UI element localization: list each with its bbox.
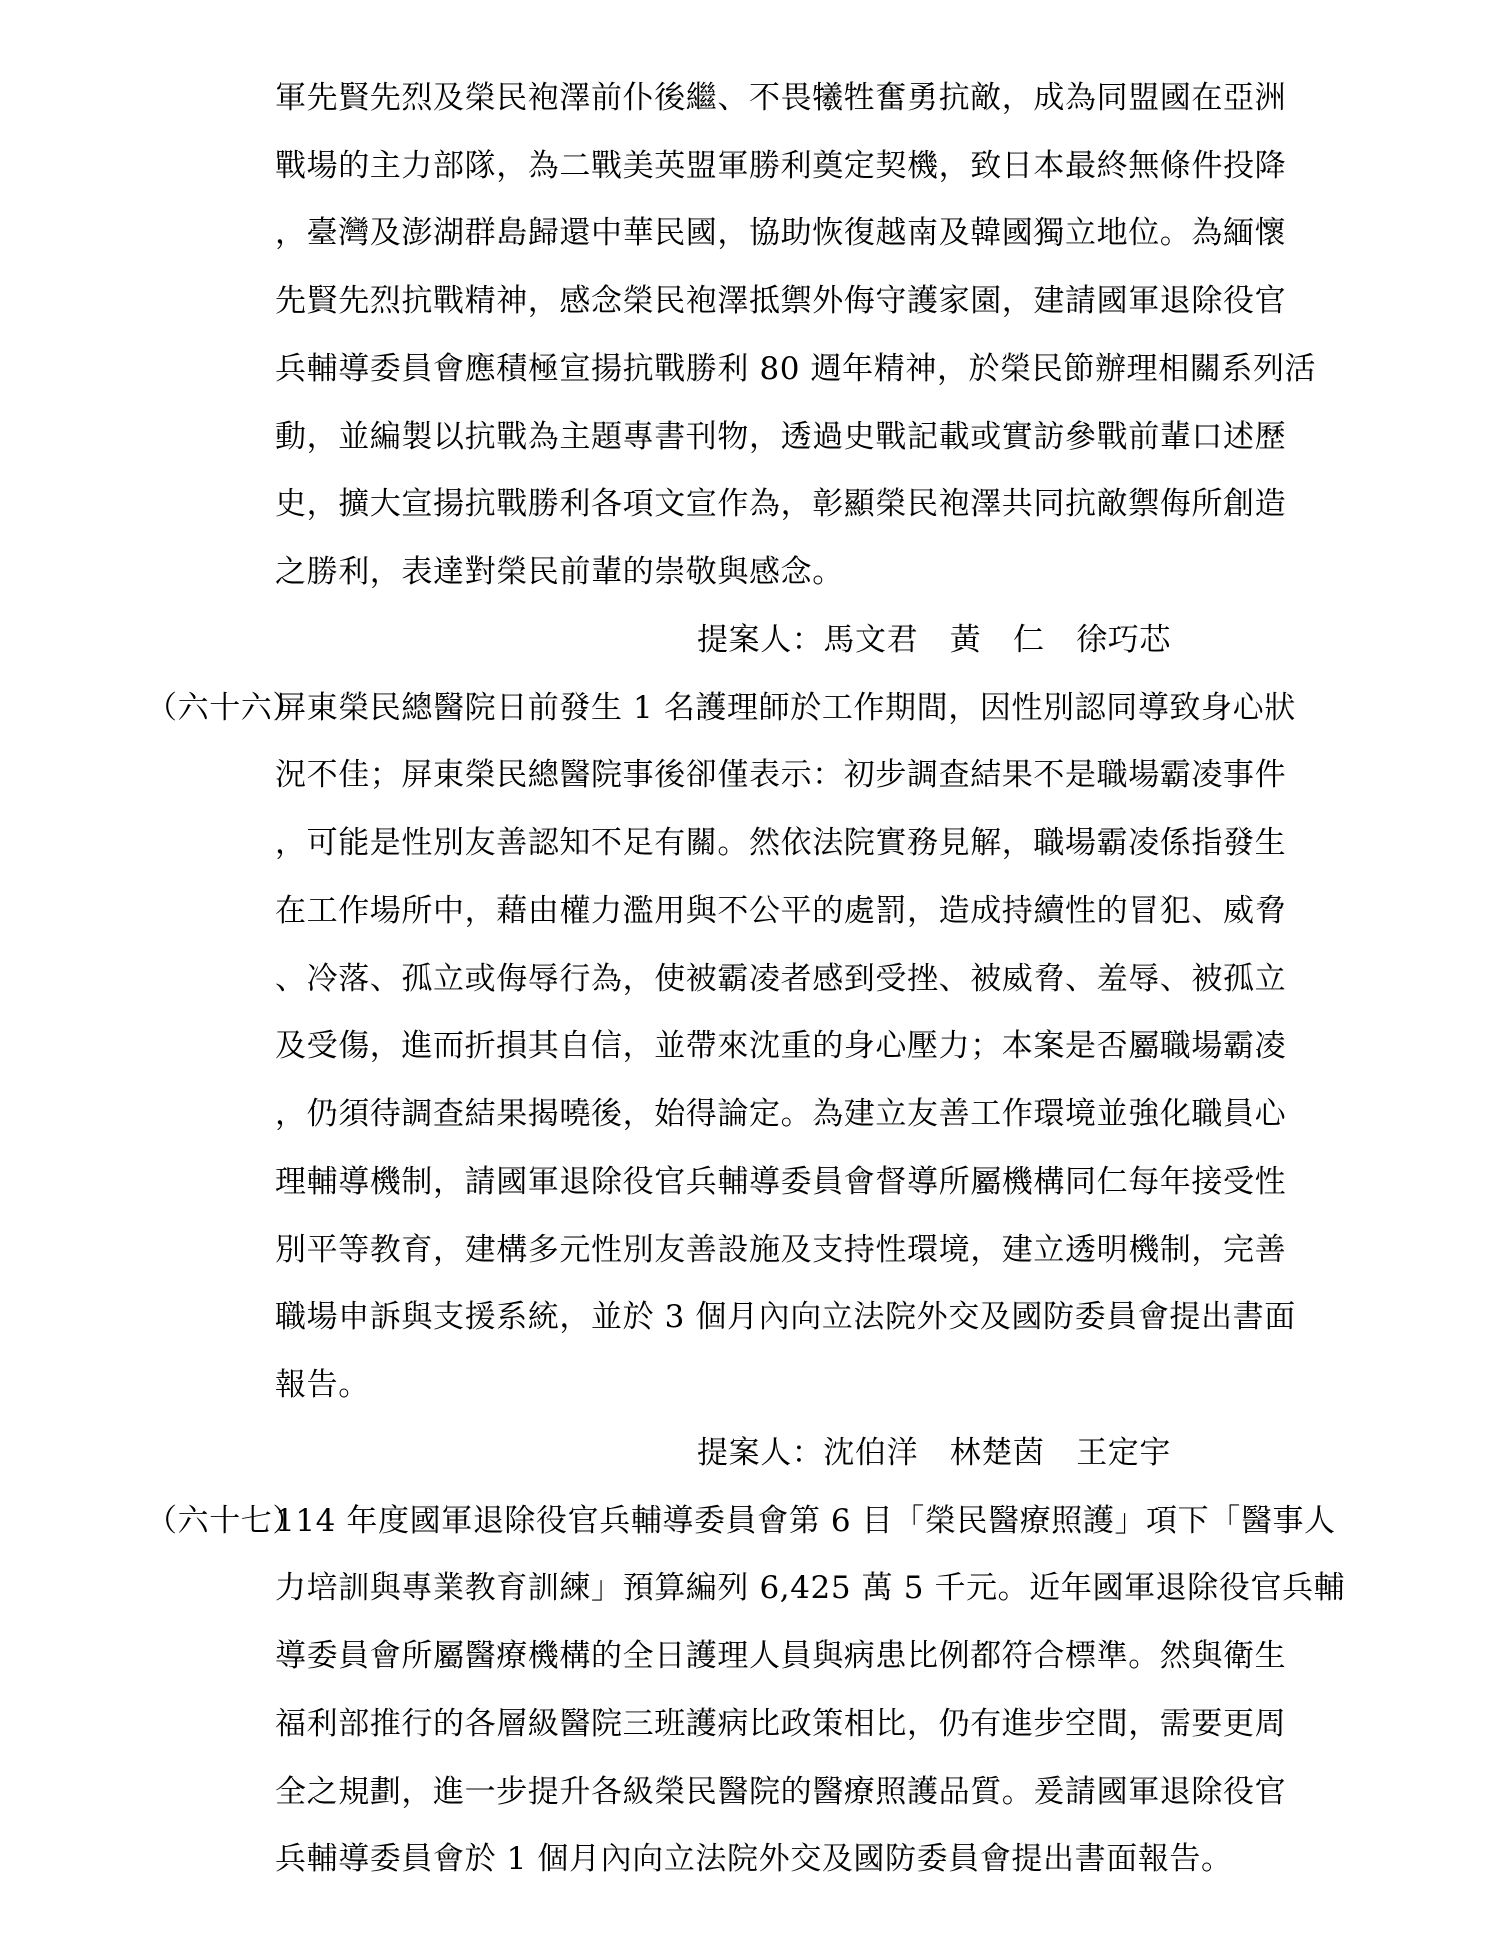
paragraph-line: ，仍須待調查結果揭曉後，始得論定。為建立友善工作環境並強化職員心 [275, 1096, 1287, 1132]
item-number-66: （六十六） [146, 690, 304, 726]
paragraph-line: 兵輔導委員會於 1 個月內向立法院外交及國防委員會提出書面報告。 [275, 1841, 1233, 1877]
paragraph-line: 兵輔導委員會應積極宣揚抗戰勝利 80 週年精神，於榮民節辦理相關系列活 [275, 351, 1317, 387]
paragraph-line: 及受傷，進而折損其自信，並帶來沈重的身心壓力；本案是否屬職場霸凌 [275, 1028, 1287, 1064]
paragraph-line: 史，擴大宣揚抗戰勝利各項文宣作為，彰顯榮民袍澤共同抗敵禦侮所創造 [275, 486, 1287, 522]
paragraph-line: 況不佳；屏東榮民總醫院事後卻僅表示：初步調查結果不是職場霸凌事件 [275, 757, 1287, 793]
paragraph-line: 動，並編製以抗戰為主題專書刊物，透過史戰記載或實訪參戰前輩口述歷 [275, 419, 1287, 455]
paragraph-line: 屏東榮民總醫院日前發生 1 名護理師於工作期間，因性別認同導致身心狀 [275, 690, 1296, 726]
paragraph-line: 福利部推行的各層級醫院三班護病比政策相比，仍有進步空間，需要更周 [275, 1706, 1287, 1742]
paragraph-line: 別平等教育，建構多元性別友善設施及支持性環境，建立透明機制，完善 [275, 1232, 1287, 1268]
paragraph-line: 軍先賢先烈及榮民袍澤前仆後繼、不畏犧牲奮勇抗敵，成為同盟國在亞洲 [275, 80, 1287, 116]
paragraph-line: 導委員會所屬醫療機構的全日護理人員與病患比例都符合標準。然與衛生 [275, 1638, 1287, 1674]
paragraph-line: 報告。 [275, 1367, 370, 1403]
item-number-67: （六十七） [146, 1503, 304, 1539]
paragraph-line: 在工作場所中，藉由權力濫用與不公平的處罰，造成持續性的冒犯、威脅 [275, 893, 1287, 929]
paragraph-line: 先賢先烈抗戰精神，感念榮民袍澤抵禦外侮守護家園，建請國軍退除役官 [275, 283, 1287, 319]
paragraph-line: 職場申訴與支援系統，並於 3 個月內向立法院外交及國防委員會提出書面 [275, 1299, 1296, 1335]
paragraph-line: 114 年度國軍退除役官兵輔導委員會第 6 目「榮民醫療照護」項下「醫事人 [275, 1503, 1336, 1539]
paragraph-line: ，臺灣及澎湖群島歸還中華民國，協助恢復越南及韓國獨立地位。為緬懷 [275, 215, 1287, 251]
paragraph-line: 、冷落、孤立或侮辱行為，使被霸凌者感到受挫、被威脅、羞辱、被孤立 [275, 961, 1287, 997]
proposer-line: 提案人：馬文君 黃 仁 徐巧芯 [697, 622, 1171, 658]
proposer-line: 提案人：沈伯洋 林楚茵 王定宇 [697, 1435, 1171, 1471]
paragraph-line: 力培訓與專業教育訓練」預算編列 6,425 萬 5 千元。近年國軍退除役官兵輔 [275, 1570, 1346, 1606]
paragraph-line: 理輔導機制，請國軍退除役官兵輔導委員會督導所屬機構同仁每年接受性 [275, 1164, 1287, 1200]
paragraph-line: 之勝利，表達對榮民前輩的崇敬與感念。 [275, 554, 844, 590]
paragraph-line: 全之規劃，進一步提升各級榮民醫院的醫療照護品質。爰請國軍退除役官 [275, 1774, 1287, 1810]
paragraph-line: ，可能是性別友善認知不足有關。然依法院實務見解，職場霸凌係指發生 [275, 825, 1287, 861]
paragraph-line: 戰場的主力部隊，為二戰美英盟軍勝利奠定契機，致日本最終無條件投降 [275, 148, 1287, 184]
